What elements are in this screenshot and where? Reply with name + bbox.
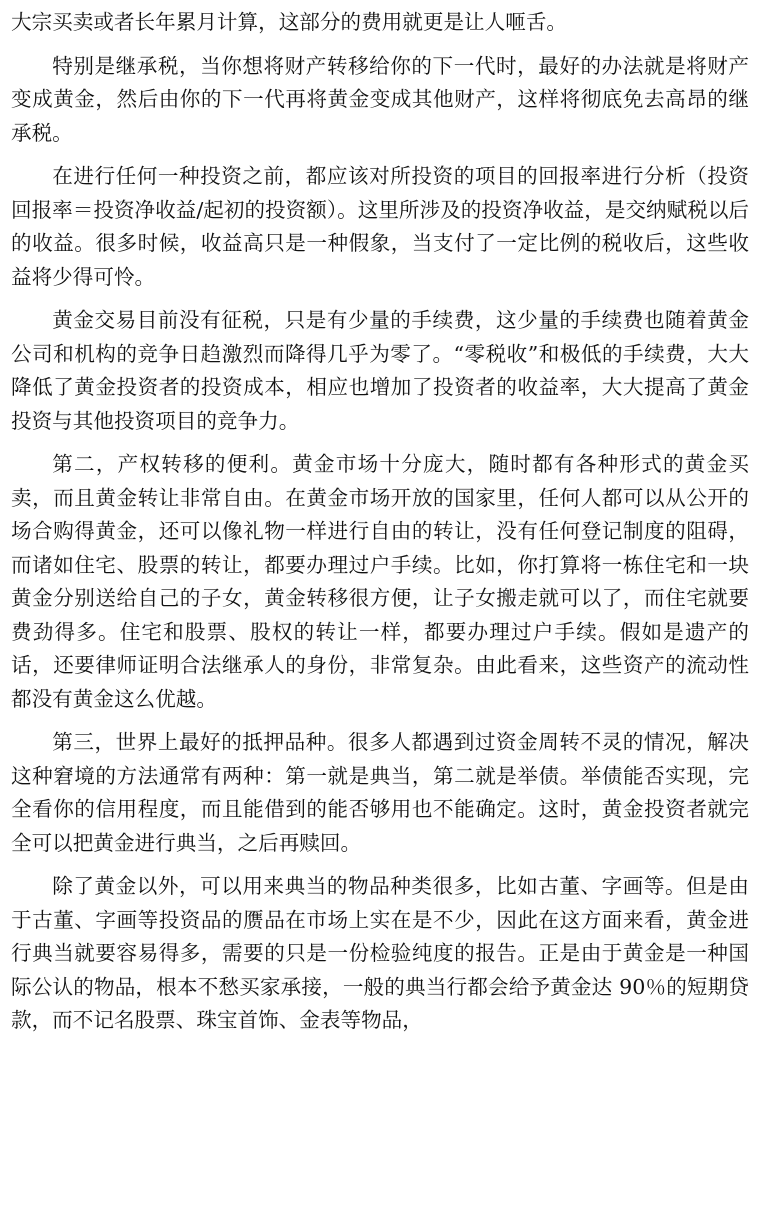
paragraph-5: 第二，产权转移的便利。黄金市场十分庞大，随时都有各种形式的黄金买卖，而且黄金转让非常自由。在黄金市场开放的国家里，任何人都可以从公开的场合购得黄金，还可以像礼物一样进行自由的转让，没有任何登记制度的阻碍，而诸如住宅、股票的转让，都要办理过户手续。比如，你打算将一栋住宅和一块黄金分别送给自己的子女，黄金转移很方便，让子女搬走就可以了，而住宅就要费劲得多。住宅和股票、股权的转让一样，都要办理过户手续。假如是遗产的话，还要律师证明合法继承人的身份，非常复杂。由此看来，这些资产的流动性都没有黄金这么优越。 [11,452,749,711]
paragraph-4: 黄金交易目前没有征税，只是有少量的手续费，这少量的手续费也随着黄金公司和机构的竞争日趋激烈而降得几乎为零了。“零税收”和极低的手续费，大大降低了黄金投资者的投资成本，相应也增加了投资者的收益率，大大提高了黄金投资与其他投资项目的竞争力。 [11,308,749,433]
paragraph-6: 第三，世界上最好的抵押品种。很多人都遇到过资金周转不灵的情况，解决这种窘境的方法通常有两种：第一就是典当，第二就是举债。举债能否实现，完全看你的信用程度，而且能借到的能否够用也不能确定。这时，黄金投资者就完全可以把黄金进行典当，之后再赎回。 [11,730,749,855]
paragraph-1: 大宗买卖或者长年累月计算，这部分的费用就更是让人咂舌。 [11,10,568,34]
paragraph-2: 特别是继承税，当你想将财产转移给你的下一代时，最好的办法就是将财产变成黄金，然后由你的下一代再将黄金变成其他财产，这样将彻底免去高昂的继承税。 [11,53,749,145]
paragraph-7: 除了黄金以外，可以用来典当的物品种类很多，比如古董、字画等。但是由于古董、字画等投资品的赝品在市场上实在是不少，因此在这方面来看，黄金进行典当就要容易得多，需要的只是一份检验纯度的报告。正是由于黄金是一种国际公认的物品，根本不愁买家承接，一般的典当行都会给予黄金达 90％的短期贷款，而不记名股票、珠宝首饰、金表等物品， [11,874,749,1032]
paragraph-3: 在进行任何一种投资之前，都应该对所投资的项目的回报率进行分析（投资回报率＝投资净收益/起初的投资额）。这里所涉及的投资净收益，是交纳赋税以后的收益。很多时候，收益高只是一种假象，当支付了一定比例的税收后，这些收益将少得可怜。 [11,164,750,289]
